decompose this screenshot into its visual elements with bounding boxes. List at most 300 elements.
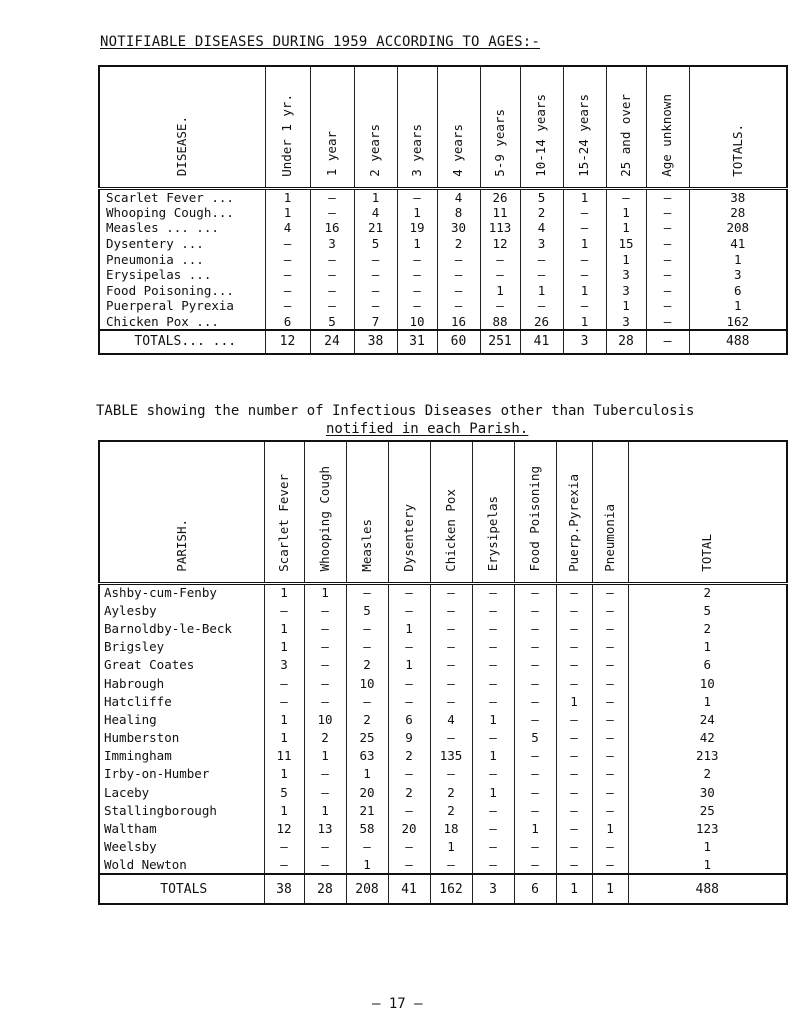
table-cell: – — [592, 710, 628, 728]
table-cell: – — [437, 267, 480, 283]
table-row — [99, 314, 787, 330]
table-cell: 19 — [397, 220, 437, 236]
table-cell: 2 — [346, 710, 388, 728]
column-header — [646, 66, 689, 188]
table-cell: 1 — [304, 801, 346, 819]
table-cell: – — [354, 267, 397, 283]
column-header-label: DISEASE. — [174, 116, 189, 177]
table-cell: – — [592, 674, 628, 692]
table-cell: 26 — [520, 314, 563, 330]
table-cell: 213 — [628, 747, 787, 765]
table-cell: 4 — [520, 220, 563, 236]
table-cell: – — [556, 601, 592, 619]
column-header — [606, 66, 646, 188]
table-cell: 16 — [310, 220, 354, 236]
table-cell: 4 — [430, 710, 472, 728]
table-cell: – — [397, 282, 437, 298]
table-cell: 4 — [354, 205, 397, 221]
table-cell: 21 — [354, 220, 397, 236]
table-cell: 3 — [310, 236, 354, 252]
table-cell: – — [397, 267, 437, 283]
table-cell: 1 — [520, 282, 563, 298]
table-cell: – — [265, 282, 310, 298]
table-cell: – — [310, 188, 354, 205]
table-row — [99, 765, 787, 783]
table-cell: 2 — [628, 765, 787, 783]
table-cell: 6 — [628, 656, 787, 674]
column-header — [689, 66, 787, 188]
table-cell: – — [563, 220, 606, 236]
table-cell: 1 — [265, 205, 310, 221]
table-cell: – — [388, 856, 430, 874]
row-label: Humberston — [99, 729, 264, 747]
table-cell: 1 — [264, 801, 304, 819]
row-label: TOTALS... ... — [99, 330, 265, 354]
table-cell: 11 — [264, 747, 304, 765]
table-cell: – — [304, 656, 346, 674]
table-cell: – — [437, 282, 480, 298]
table-cell: – — [472, 729, 514, 747]
table-cell: – — [472, 838, 514, 856]
row-label: Puerperal Pyrexia — [99, 298, 265, 314]
table-cell: 1 — [628, 692, 787, 710]
table-cell: 38 — [264, 874, 304, 904]
column-header — [265, 66, 310, 188]
row-label: Measles ... ... — [99, 220, 265, 236]
table-cell: 1 — [606, 251, 646, 267]
column-header-label: Whooping Cough — [316, 466, 332, 572]
table-cell: 18 — [430, 819, 472, 837]
table-cell: – — [514, 838, 556, 856]
table-cell: 1 — [264, 583, 304, 601]
column-header-label: Erysipelas — [484, 496, 500, 572]
row-label: Erysipelas ... — [99, 267, 265, 283]
table-cell: 4 — [265, 220, 310, 236]
table-cell: – — [556, 656, 592, 674]
column-header — [99, 441, 264, 583]
table-cell: 1 — [388, 619, 430, 637]
table-cell: 1 — [304, 583, 346, 601]
column-header-label: 25 and over — [617, 93, 633, 177]
table-cell: 7 — [354, 314, 397, 330]
table-cell: 28 — [304, 874, 346, 904]
table-cell: 2 — [304, 729, 346, 747]
table-cell: 25 — [346, 729, 388, 747]
row-label: Pneumonia ... — [99, 251, 265, 267]
table-cell: 5 — [310, 314, 354, 330]
table-cell: – — [646, 205, 689, 221]
column-header-label: 15-24 years — [576, 93, 592, 177]
table-cell: – — [430, 856, 472, 874]
parish-table — [98, 440, 788, 905]
table-cell: 1 — [592, 874, 628, 904]
table-cell: – — [563, 205, 606, 221]
table-cell: – — [264, 674, 304, 692]
table-cell: 10 — [304, 710, 346, 728]
table-cell: – — [646, 251, 689, 267]
table-cell: 3 — [606, 282, 646, 298]
table-cell: – — [646, 298, 689, 314]
table-cell: – — [514, 856, 556, 874]
page-heading: NOTIFIABLE DISEASES DURING 1959 ACCORDING TO AGES:- — [100, 34, 541, 50]
table-cell: – — [520, 251, 563, 267]
table-cell: 2 — [430, 783, 472, 801]
table-cell: – — [556, 583, 592, 601]
column-header-label: Pneumonia — [601, 503, 617, 572]
table-cell: – — [592, 838, 628, 856]
table-cell: – — [346, 619, 388, 637]
column-header — [397, 66, 437, 188]
column-header-label: Scarlet Fever — [275, 473, 291, 572]
table-cell: 1 — [592, 819, 628, 837]
table-cell: 5 — [520, 188, 563, 205]
table-cell: – — [556, 765, 592, 783]
table-cell: – — [592, 619, 628, 637]
table-cell: 3 — [606, 267, 646, 283]
age-table-header — [99, 66, 787, 188]
table-cell: 2 — [628, 619, 787, 637]
table-cell: 1 — [472, 783, 514, 801]
table-cell: – — [646, 282, 689, 298]
table-cell: – — [430, 692, 472, 710]
table-row — [99, 710, 787, 728]
table-cell: – — [472, 856, 514, 874]
column-header-label: 2 years — [367, 123, 383, 177]
table-cell: – — [563, 267, 606, 283]
table-cell: – — [514, 692, 556, 710]
parish-table-body — [99, 583, 787, 904]
table-cell: – — [437, 251, 480, 267]
row-label: Wold Newton — [99, 856, 264, 874]
row-label: Laceby — [99, 783, 264, 801]
table-cell: – — [388, 601, 430, 619]
table-cell: – — [264, 692, 304, 710]
column-header — [514, 441, 556, 583]
table-cell: 20 — [346, 783, 388, 801]
table-cell: – — [514, 747, 556, 765]
table-cell: 12 — [264, 819, 304, 837]
table-cell: – — [264, 856, 304, 874]
table-row — [99, 856, 787, 874]
row-label: Dysentery ... — [99, 236, 265, 252]
table-cell: 20 — [388, 819, 430, 837]
column-header — [556, 441, 592, 583]
table-cell: – — [354, 251, 397, 267]
table-cell: – — [430, 656, 472, 674]
row-label: Weelsby — [99, 838, 264, 856]
table-cell: 162 — [689, 314, 787, 330]
table-cell: 135 — [430, 747, 472, 765]
table-cell: – — [430, 619, 472, 637]
totals-row — [99, 874, 787, 904]
table-cell: – — [592, 765, 628, 783]
column-header-label: 3 years — [408, 123, 424, 177]
table-cell: 208 — [346, 874, 388, 904]
table-cell: – — [346, 638, 388, 656]
row-label: Brigsley — [99, 638, 264, 656]
column-header-label: PARISH. — [173, 518, 189, 572]
table-cell: – — [592, 729, 628, 747]
table-cell: – — [556, 619, 592, 637]
table-cell: 41 — [520, 330, 563, 354]
table-cell: 2 — [628, 583, 787, 601]
caption-line-1: TABLE showing the number of Infectious Diseases other than Tuberculosis — [96, 403, 695, 419]
table-cell: 1 — [388, 656, 430, 674]
table-row — [99, 188, 787, 205]
table-cell: 88 — [480, 314, 520, 330]
table-cell: 1 — [346, 856, 388, 874]
table-cell: – — [592, 747, 628, 765]
column-header — [346, 441, 388, 583]
table-cell: 12 — [480, 236, 520, 252]
table-cell: – — [388, 583, 430, 601]
table-cell: 1 — [556, 692, 592, 710]
row-label: Aylesby — [99, 601, 264, 619]
table-cell: 1 — [397, 236, 437, 252]
table-cell: 24 — [628, 710, 787, 728]
column-header — [304, 441, 346, 583]
table-cell: 38 — [689, 188, 787, 205]
table-cell: 6 — [514, 874, 556, 904]
table-cell: 251 — [480, 330, 520, 354]
table-row — [99, 251, 787, 267]
column-header-label: 1 year — [323, 131, 339, 177]
table-cell: – — [388, 838, 430, 856]
table-cell: – — [592, 638, 628, 656]
table-cell: – — [472, 819, 514, 837]
table-cell: – — [514, 783, 556, 801]
table-cell: – — [265, 236, 310, 252]
table-cell: 162 — [430, 874, 472, 904]
table-cell: – — [514, 801, 556, 819]
table-row — [99, 747, 787, 765]
table-cell: – — [646, 236, 689, 252]
table-cell: 1 — [689, 298, 787, 314]
table-cell: – — [592, 656, 628, 674]
table-cell: – — [556, 856, 592, 874]
table-cell: – — [304, 838, 346, 856]
column-header — [430, 441, 472, 583]
table-cell: – — [310, 267, 354, 283]
table-cell: – — [265, 298, 310, 314]
table-cell: – — [520, 267, 563, 283]
table-cell: 8 — [437, 205, 480, 221]
table-cell: 10 — [628, 674, 787, 692]
table-row — [99, 783, 787, 801]
table-cell: 38 — [354, 330, 397, 354]
table-cell: 1 — [430, 838, 472, 856]
table-cell: – — [388, 674, 430, 692]
table-cell: – — [346, 583, 388, 601]
table-row — [99, 298, 787, 314]
row-label: TOTALS — [99, 874, 264, 904]
table-cell: 15 — [606, 236, 646, 252]
table-cell: – — [563, 298, 606, 314]
column-header-label: TOTAL — [699, 533, 714, 572]
table-cell: 42 — [628, 729, 787, 747]
table-cell: – — [264, 601, 304, 619]
table-row — [99, 638, 787, 656]
row-label: Irby-on-Humber — [99, 765, 264, 783]
table-cell: – — [310, 282, 354, 298]
table-cell: – — [480, 298, 520, 314]
table-cell: 1 — [563, 236, 606, 252]
table-cell: 1 — [265, 188, 310, 205]
table-cell: – — [472, 801, 514, 819]
table-cell: – — [592, 692, 628, 710]
table-cell: – — [304, 783, 346, 801]
row-label: Hatcliffe — [99, 692, 264, 710]
table-cell: 1 — [556, 874, 592, 904]
table-row — [99, 674, 787, 692]
table-cell: – — [304, 638, 346, 656]
table-cell: 9 — [388, 729, 430, 747]
table-cell: 21 — [346, 801, 388, 819]
table-cell: – — [556, 819, 592, 837]
table-cell: – — [430, 638, 472, 656]
table-cell: 1 — [606, 298, 646, 314]
column-header-label: Under 1 yr. — [279, 93, 295, 177]
table-cell: 6 — [265, 314, 310, 330]
table-cell: – — [514, 765, 556, 783]
table-cell: 25 — [628, 801, 787, 819]
table-cell: – — [646, 314, 689, 330]
table-cell: 2 — [520, 205, 563, 221]
table-cell: 5 — [514, 729, 556, 747]
column-header — [520, 66, 563, 188]
table-cell: 31 — [397, 330, 437, 354]
column-header-label: 5-9 years — [491, 108, 507, 177]
table-row — [99, 838, 787, 856]
table-cell: – — [265, 267, 310, 283]
age-table-body — [99, 188, 787, 354]
table-cell: – — [264, 838, 304, 856]
table-cell: – — [354, 298, 397, 314]
table-cell: – — [556, 674, 592, 692]
table-cell: 1 — [472, 747, 514, 765]
column-header-label: Chicken Pox — [442, 488, 458, 572]
table-cell: 1 — [563, 314, 606, 330]
table-cell: – — [472, 619, 514, 637]
table-cell: – — [310, 251, 354, 267]
table-cell: 5 — [354, 236, 397, 252]
table-cell: 3 — [472, 874, 514, 904]
table-row — [99, 819, 787, 837]
table-cell: – — [472, 692, 514, 710]
table-cell: – — [480, 251, 520, 267]
parish-table-header — [99, 441, 787, 583]
table-cell: – — [388, 801, 430, 819]
table-cell: 123 — [628, 819, 787, 837]
table-cell: 1 — [514, 819, 556, 837]
table-cell: – — [514, 710, 556, 728]
table-cell: – — [520, 298, 563, 314]
table-cell: 1 — [480, 282, 520, 298]
table-cell: 6 — [388, 710, 430, 728]
column-header — [592, 441, 628, 583]
table-row — [99, 729, 787, 747]
table-cell: – — [397, 188, 437, 205]
column-header — [99, 66, 265, 188]
column-header — [472, 441, 514, 583]
table-cell: 1 — [689, 251, 787, 267]
table-cell: – — [397, 251, 437, 267]
table-cell: 28 — [689, 205, 787, 221]
table-cell: 1 — [472, 710, 514, 728]
row-label: Barnoldby-le-Beck — [99, 619, 264, 637]
table-cell: – — [472, 674, 514, 692]
table-cell: – — [304, 765, 346, 783]
table-cell: 10 — [346, 674, 388, 692]
table-row — [99, 205, 787, 221]
column-header-label: Puerp.Pyrexia — [565, 473, 581, 572]
column-header-label: Food Poisoning — [526, 466, 542, 572]
table-cell: – — [430, 765, 472, 783]
table-cell: 1 — [563, 282, 606, 298]
table-cell: – — [388, 638, 430, 656]
column-header — [264, 441, 304, 583]
table-cell: – — [592, 583, 628, 601]
table-cell: – — [556, 729, 592, 747]
column-header — [388, 441, 430, 583]
table-cell: – — [514, 601, 556, 619]
table-cell: 2 — [346, 656, 388, 674]
table-cell: 12 — [265, 330, 310, 354]
totals-row — [99, 330, 787, 354]
table-cell: – — [472, 601, 514, 619]
table-cell: 1 — [606, 220, 646, 236]
table-cell: 2 — [437, 236, 480, 252]
table-cell: 2 — [388, 783, 430, 801]
table-cell: – — [310, 298, 354, 314]
table-cell: – — [556, 801, 592, 819]
table-cell: – — [606, 188, 646, 205]
table-cell: 1 — [628, 856, 787, 874]
table-cell: – — [304, 856, 346, 874]
table-cell: 24 — [310, 330, 354, 354]
column-header-label: Dysentery — [400, 503, 416, 572]
table-cell: 1 — [354, 188, 397, 205]
table-cell: 3 — [520, 236, 563, 252]
table-cell: – — [592, 601, 628, 619]
table-cell: 3 — [563, 330, 606, 354]
table-cell: – — [437, 298, 480, 314]
table-cell: 488 — [628, 874, 787, 904]
table-cell: – — [556, 838, 592, 856]
table-cell: 13 — [304, 819, 346, 837]
table-cell: – — [304, 601, 346, 619]
table-cell: – — [430, 601, 472, 619]
table-cell: 58 — [346, 819, 388, 837]
table-cell: 1 — [264, 638, 304, 656]
table-cell: – — [514, 583, 556, 601]
table-cell: 30 — [628, 783, 787, 801]
table-row — [99, 282, 787, 298]
table-cell: – — [472, 656, 514, 674]
table-cell: 1 — [628, 838, 787, 856]
table-row — [99, 220, 787, 236]
table-cell: – — [592, 801, 628, 819]
table-cell: 41 — [388, 874, 430, 904]
table-cell: – — [646, 220, 689, 236]
page-number: – 17 – — [372, 996, 423, 1012]
table-row — [99, 619, 787, 637]
table-cell: – — [556, 638, 592, 656]
table-cell: 16 — [437, 314, 480, 330]
table-cell: – — [556, 783, 592, 801]
table-row — [99, 801, 787, 819]
column-header — [628, 441, 787, 583]
